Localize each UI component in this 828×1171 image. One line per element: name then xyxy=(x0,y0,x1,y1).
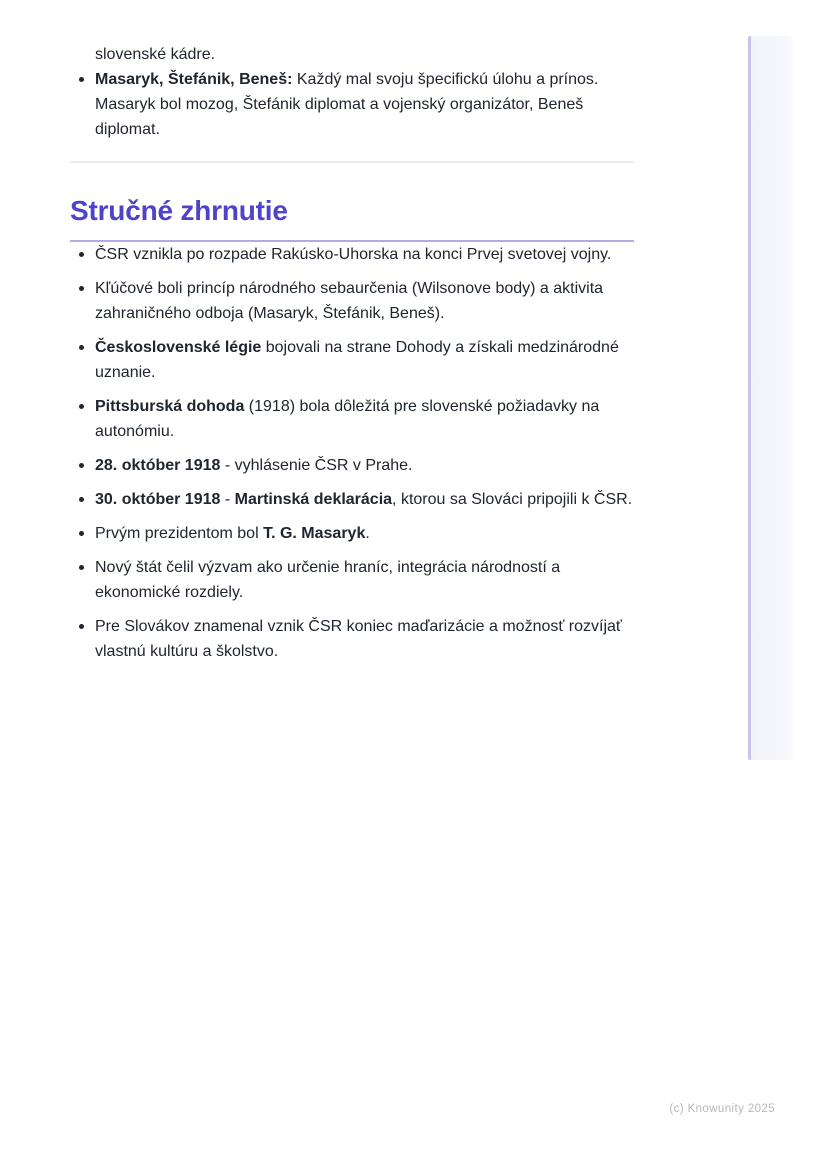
list-item xyxy=(70,521,634,546)
list-item xyxy=(70,555,634,605)
text-segment: Prvým prezidentom bol xyxy=(95,525,264,542)
text-segment: Nový štát čelil výzvam ako určenie hraníc, integrácia národností a ekonomické rozdiely. xyxy=(95,559,561,601)
text-segment: bojovali na strane Dohody a získali medzinárodné uznanie. xyxy=(95,339,619,381)
bold-text-segment: Masaryk, Štefánik, Beneš: xyxy=(95,71,293,88)
list-item xyxy=(70,242,634,267)
section-divider xyxy=(70,161,634,163)
list-item xyxy=(70,335,634,385)
copyright-text: (c) Knowunity 2025 xyxy=(669,1103,775,1115)
bold-text-segment: Pittsburská dohoda xyxy=(95,398,245,415)
text-segment: Kľúčové boli princíp národného sebaurčenia (Wilsonove body) a aktivita zahraničného odboja (Masaryk, Štefánik, Beneš). xyxy=(95,280,604,322)
text-segment: - vyhlásenie ČSR v Prahe. xyxy=(220,457,413,474)
text-segment: ČSR vznikla po rozpade Rakúsko-Uhorska na konci Prvej svetovej vojny. xyxy=(95,246,612,263)
list-item xyxy=(70,614,634,664)
text-segment: (1918) bola dôležitá pre slovenské požiadavky na autonómiu. xyxy=(95,398,600,440)
bold-text-segment: Československé légie xyxy=(95,339,262,356)
text-segment: , ktorou sa Slováci pripojili k ČSR. xyxy=(392,491,633,508)
intro-list xyxy=(70,67,634,142)
continuation-text: slovenské kádre. xyxy=(95,46,216,63)
summary-list xyxy=(70,242,634,664)
list-item xyxy=(70,276,634,326)
list-item xyxy=(70,487,634,512)
text-segment: - xyxy=(220,491,235,508)
bold-text-segment: 28. október 1918 xyxy=(95,457,221,474)
bold-text-segment: T. G. Masaryk xyxy=(263,525,366,542)
bold-text-segment: Martinská deklarácia xyxy=(234,491,393,508)
list-item xyxy=(70,453,634,478)
text-segment: . xyxy=(365,525,370,542)
section-heading: Stručné zhrnutie xyxy=(70,194,634,242)
document-content xyxy=(70,0,634,673)
bold-text-segment: 30. október 1918 xyxy=(95,491,221,508)
text-segment: Každý mal svoju špecifickú úlohu a prínos. Masaryk bol mozog, Štefánik diplomat a vojenský organizátor, Beneš diplomat. xyxy=(95,71,599,138)
list-item xyxy=(70,394,634,444)
text-segment: Pre Slovákov znamenal vznik ČSR koniec maďarizácie a možnosť rozvíjať vlastnú kultúru a školstvo. xyxy=(95,618,622,660)
list-item xyxy=(70,67,634,142)
right-page-edge-bar xyxy=(748,36,796,760)
